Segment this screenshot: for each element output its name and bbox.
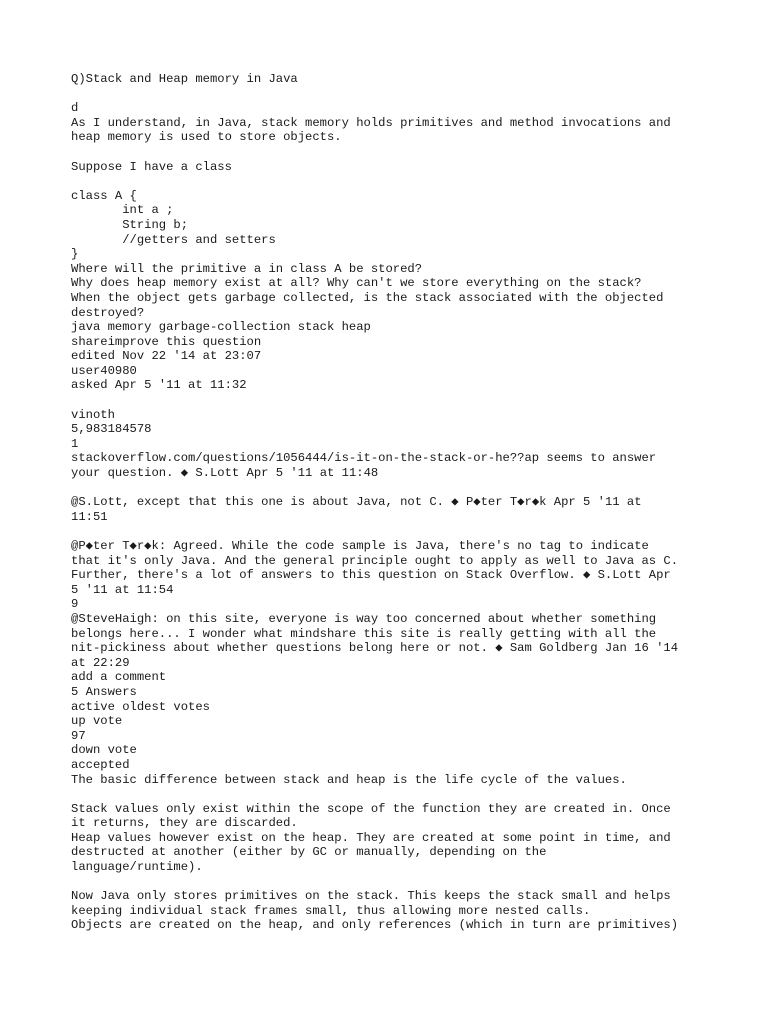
asker-reputation: 5,983184578 (71, 422, 152, 437)
answer-body-line: The basic difference between stack and heap is the life cycle of the values. (71, 772, 627, 787)
blank-line (71, 145, 751, 160)
question-body-line: destroyed? (71, 305, 145, 320)
comment-line: nit-pickiness about whether questions belong here or not. ◆ Sam Goldberg Jan 16 '14 (71, 641, 679, 656)
code-line: String b; (71, 217, 189, 232)
comment-line: stackoverflow.com/questions/1056444/is-it-on-the-stack-or-he??ap seems to answer (71, 451, 657, 466)
answer-body-line: it returns, they are discarded. (71, 816, 298, 831)
asker-name: vinoth (71, 407, 115, 422)
answer-body-line: destructed at another (either by GC or manually, depending on the (71, 845, 547, 860)
comment-line: @P◆ter T◆r◆k: Agreed. While the code sample is Java, there's no tag to indicate (71, 539, 649, 553)
add-comment-link[interactable]: add a comment (71, 670, 167, 685)
comment-line: belongs here... I wonder what mindshare this site is really getting with all the (71, 626, 657, 641)
question-body-line: As I understand, in Java, stack memory holds primitives and method invocations and (71, 115, 671, 130)
answer-body-line: Objects are created on the heap, and only references (which in turn are primitives) (71, 918, 679, 933)
edited-timestamp: edited Nov 22 '14 at 23:07 (71, 349, 262, 364)
editor-name: user40980 (71, 363, 137, 378)
question-body-line: Where will the primitive a in class A be stored? (71, 261, 423, 276)
question-title: Q)Stack and Heap memory in Java (71, 72, 298, 86)
vote-count: 97 (71, 728, 86, 743)
accepted-label: accepted (71, 757, 130, 772)
blank-line (71, 174, 751, 189)
down-vote-button[interactable]: down vote (71, 743, 137, 758)
question-body-line: Why does heap memory exist at all? Why can't we store everything on the stack? (71, 276, 642, 291)
comment-line: @S.Lott, except that this one is about Java, not C. ◆ P◆ter T◆r◆k Apr 5 '11 at (71, 495, 642, 510)
comment-line: your question. ◆ S.Lott Apr 5 '11 at 11:48 (71, 466, 379, 481)
question-body-line: When the object gets garbage collected, is the stack associated with the objected (71, 290, 664, 305)
stray-text: d (71, 101, 79, 116)
blank-line (71, 393, 751, 408)
document-page (71, 72, 751, 933)
comment-line: 11:51 (71, 509, 108, 524)
comment-line: Further, there's a lot of answers to this question on Stack Overflow. ◆ S.Lott Apr (71, 568, 671, 583)
answers-count: 5 Answers (71, 684, 137, 699)
question-body-line: heap memory is used to store objects. (71, 130, 342, 145)
up-vote-button[interactable]: up vote (71, 714, 123, 729)
code-line: int a ; (71, 203, 174, 218)
comment-line: 5 '11 at 11:54 (71, 582, 174, 597)
question-body-line: Suppose I have a class (71, 159, 232, 174)
comment-line: that it's only Java. And the general principle ought to apply as well to Java as C. (71, 553, 679, 568)
answer-body-line: Stack values only exist within the scope of the function they are created in. Once (71, 801, 671, 816)
share-improve-link[interactable]: shareimprove this question (71, 334, 262, 349)
answer-body-line: Now Java only stores primitives on the stack. This keeps the stack small and helps (71, 889, 671, 904)
blank-line (71, 875, 751, 890)
answer-sort-tabs[interactable]: active oldest votes (71, 699, 210, 714)
question-tags: java memory garbage-collection stack heap (71, 320, 371, 335)
answer-body-line: language/runtime). (71, 860, 203, 875)
code-line: class A { (71, 188, 137, 203)
answer-body-line: keeping individual stack frames small, thus allowing more nested calls. (71, 903, 591, 918)
answer-body-line: Heap values however exist on the heap. They are created at some point in time, and (71, 830, 671, 845)
comment-score: 1 (71, 436, 79, 451)
comment-score: 9 (71, 597, 79, 612)
blank-line (71, 481, 751, 496)
blank-line (71, 87, 751, 102)
code-line: } (71, 247, 79, 262)
code-line: //getters and setters (71, 232, 276, 247)
comment-line: @SteveHaigh: on this site, everyone is way too concerned about whether something (71, 611, 657, 626)
blank-line (71, 524, 751, 539)
comment-line: at 22:29 (71, 655, 130, 670)
asked-timestamp: asked Apr 5 '11 at 11:32 (71, 378, 247, 393)
blank-line (71, 787, 751, 802)
